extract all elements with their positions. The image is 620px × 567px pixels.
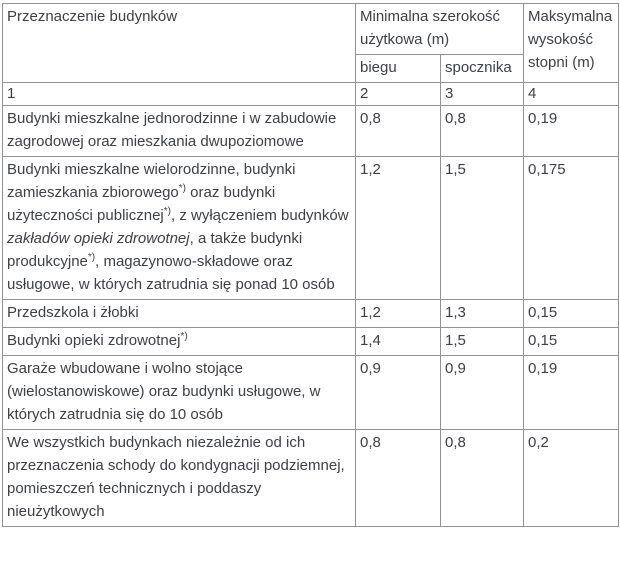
cell-building-purpose: Budynki opieki zdrowotnej*) [3,328,356,356]
cell-spocznika-width: 1,5 [441,157,524,300]
cell-step-height: 0,15 [524,328,619,356]
cell-step-height: 0,175 [524,157,619,300]
cell-building-purpose: Budynki mieszkalne jednorodzinne i w zabudowie zagrodowej oraz mieszkania dwupoziomowe [3,106,356,157]
cell-step-height: 0,19 [524,106,619,157]
cell-spocznika-width: 0,9 [441,356,524,430]
header-row-index [3,83,619,106]
table-row [3,157,619,300]
cell-biegu-width: 0,8 [356,106,441,157]
cell-biegu-width: 1,2 [356,300,441,328]
header-cell-spocznika: spocznika [441,55,524,83]
table-row [3,430,619,527]
cell-biegu-width: 0,8 [356,430,441,527]
table-row [3,300,619,328]
header-row-top [3,4,619,55]
cell-step-height: 0,2 [524,430,619,527]
cell-building-purpose: Garaże wbudowane i wolno stojące (wielostanowiskowe) oraz budynki usługowe, w których zatrudnia się do 10 osób [3,356,356,430]
index-cell-4: 4 [524,83,619,106]
cell-spocznika-width: 1,5 [441,328,524,356]
cell-spocznika-width: 0,8 [441,430,524,527]
cell-step-height: 0,15 [524,300,619,328]
cell-building-purpose: Budynki mieszkalne wielorodzinne, budynki zamieszkania zbiorowego*) oraz budynki użyteczności publicznej*), z wyłączeniem budynków zakładów opieki zdrowotnej, a także budynki produkcyjne*), magazynowo-składowe oraz usługowe, w których zatrudnia się ponad 10 osób [3,157,356,300]
header-cell-max-step-height: Maksymalna wysokość stopni (m) [524,4,619,83]
table-row [3,106,619,157]
table-header [3,4,619,106]
cell-biegu-width: 1,4 [356,328,441,356]
index-cell-2: 2 [356,83,441,106]
stair-requirements-table [2,3,619,527]
table-row [3,328,619,356]
header-cell-min-width-group: Minimalna szerokość użytkowa (m) [356,4,524,55]
cell-biegu-width: 1,2 [356,157,441,300]
header-cell-purpose: Przeznaczenie budynków [3,4,356,83]
cell-biegu-width: 0,9 [356,356,441,430]
table-row [3,356,619,430]
cell-building-purpose: Przedszkola i żłobki [3,300,356,328]
cell-spocznika-width: 0,8 [441,106,524,157]
header-cell-biegu: biegu [356,55,441,83]
cell-step-height: 0,19 [524,356,619,430]
cell-spocznika-width: 1,3 [441,300,524,328]
index-cell-1: 1 [3,83,356,106]
table-body [3,106,619,527]
index-cell-3: 3 [441,83,524,106]
cell-building-purpose: We wszystkich budynkach niezależnie od ich przeznaczenia schody do kondygnacji podziemnej, pomieszczeń technicznych i poddaszy nieużytkowych [3,430,356,527]
